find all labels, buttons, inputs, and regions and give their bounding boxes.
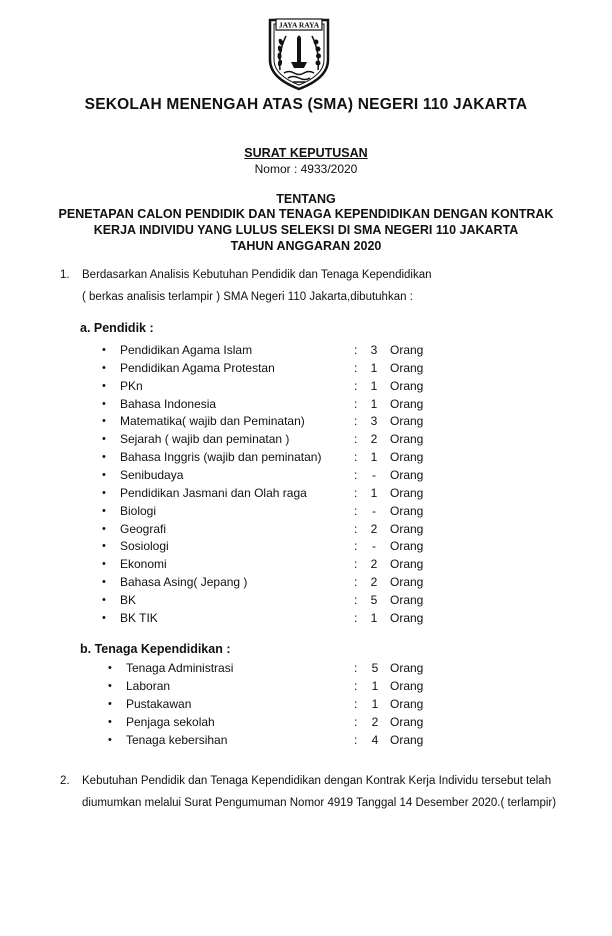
bullet-icon: •	[102, 451, 106, 464]
staff-count: 4	[371, 733, 379, 747]
staff-row	[102, 502, 562, 520]
staff-unit: Orang	[390, 557, 424, 572]
staff-unit: Orang	[390, 414, 424, 429]
point-number: 2.	[60, 775, 70, 787]
bullet-icon: •	[108, 680, 112, 692]
kependidikan-heading: b. Tenaga Kependidikan :	[80, 642, 231, 656]
point-1	[60, 264, 600, 310]
bullet-icon: •	[108, 698, 112, 710]
staff-count: 1	[370, 485, 378, 500]
staff-row	[102, 377, 562, 395]
bullet-icon: •	[108, 734, 112, 746]
separator-colon: :	[354, 503, 358, 518]
staff-count: 3	[370, 343, 378, 357]
bullet-icon: •	[102, 540, 106, 553]
bullet-icon: •	[102, 486, 106, 499]
point-number: 1.	[60, 269, 70, 281]
point-text-line: ( berkas analisis terlampir ) SMA Negeri 110 Jakarta,dibutuhkan :	[82, 291, 413, 303]
bullet-icon: •	[102, 361, 106, 374]
decree-number: Nomor : 4933/2020	[254, 162, 358, 176]
staff-count: 1	[371, 697, 379, 711]
staff-unit: Orang	[390, 503, 424, 518]
staff-row	[102, 359, 562, 377]
staff-role: Tenaga kebersihan	[126, 733, 228, 747]
staff-unit: Orang	[390, 485, 424, 500]
staff-count: 2	[370, 557, 378, 572]
bullet-icon: •	[102, 344, 106, 356]
staff-role: Tenaga Administrasi	[126, 661, 234, 675]
staff-role: Penjaga sekolah	[126, 715, 215, 729]
separator-colon: :	[354, 450, 358, 465]
separator-colon: :	[354, 661, 358, 675]
separator-colon: :	[354, 575, 358, 590]
separator-colon: :	[354, 521, 358, 536]
staff-unit: Orang	[390, 715, 424, 729]
staff-role: BK TIK	[120, 610, 158, 625]
decree-subject-line: TAHUN ANGGARAN 2020	[230, 239, 382, 253]
staff-unit: Orang	[390, 679, 424, 693]
decree-about-heading: TENTANG	[276, 192, 336, 206]
staff-role: PKn	[120, 378, 143, 393]
emblem-banner-text: JAYA RAYA	[278, 20, 320, 30]
point-2	[60, 770, 600, 816]
staff-role: Bahasa Indonesia	[120, 396, 217, 411]
staff-count: 2	[370, 521, 378, 536]
staff-role: Pendidikan Agama Protestan	[120, 360, 275, 375]
bullet-icon: •	[102, 576, 106, 589]
staff-count: 1	[370, 450, 378, 465]
staff-row	[102, 484, 562, 502]
staff-row	[102, 555, 562, 573]
staff-role: BK	[120, 592, 137, 607]
staff-unit: Orang	[390, 539, 424, 554]
staff-count: 1	[370, 378, 378, 393]
staff-count: 2	[370, 432, 378, 447]
separator-colon: :	[354, 592, 358, 607]
separator-colon: :	[354, 432, 358, 447]
staff-role: Sejarah ( wajib dan peminatan )	[120, 432, 290, 447]
staff-count: -	[372, 467, 376, 482]
staff-role: Bahasa Inggris (wajib dan peminatan)	[120, 450, 322, 465]
jaya-raya-emblem-icon	[266, 16, 332, 92]
staff-count: 3	[370, 414, 378, 429]
separator-colon: :	[354, 343, 358, 357]
separator-colon: :	[354, 715, 358, 729]
bullet-icon: •	[108, 662, 112, 674]
staff-count: 1	[371, 679, 379, 693]
decree-subject-line: PENETAPAN CALON PENDIDIK DAN TENAGA KEPENDIDIKAN DENGAN KONTRAK	[58, 207, 554, 221]
staff-role: Ekonomi	[120, 557, 167, 572]
point-text-line: diumumkan melalui Surat Pengumuman Nomor 4919 Tanggal 14 Desember 2020.( terlampir)	[82, 797, 557, 809]
separator-colon: :	[354, 733, 358, 747]
staff-row	[102, 573, 562, 591]
staff-role: Sosiologi	[120, 539, 169, 554]
staff-unit: Orang	[390, 396, 424, 411]
point-text-line: Kebutuhan Pendidik dan Tenaga Kependidikan dengan Kontrak Kerja Individu tersebut telah	[82, 775, 552, 787]
decree-subject-line: KERJA INDIVIDU YANG LULUS SELEKSI DI SMA NEGERI 110 JAKARTA	[93, 223, 519, 237]
staff-unit: Orang	[390, 360, 424, 375]
staff-role: Bahasa Asing( Jepang )	[120, 575, 248, 590]
decree-subject	[30, 206, 582, 254]
staff-row	[102, 341, 562, 359]
bullet-icon: •	[102, 415, 106, 428]
bullet-icon: •	[108, 716, 112, 728]
staff-count: 5	[370, 592, 378, 607]
bullet-icon: •	[102, 468, 106, 481]
staff-role: Laboran	[126, 679, 171, 693]
staff-row	[102, 591, 562, 609]
staff-row	[102, 520, 562, 538]
staff-unit: Orang	[390, 733, 424, 747]
separator-colon: :	[354, 396, 358, 411]
separator-colon: :	[354, 679, 358, 693]
separator-colon: :	[354, 485, 358, 500]
staff-row	[108, 695, 568, 713]
staff-row	[102, 412, 562, 430]
separator-colon: :	[354, 697, 358, 711]
staff-row	[102, 609, 562, 627]
staff-role: Biologi	[120, 503, 157, 518]
staff-role: Pendidikan Jasmani dan Olah raga	[120, 485, 307, 500]
staff-role: Geografi	[120, 521, 167, 536]
staff-row	[108, 659, 568, 677]
separator-colon: :	[354, 378, 358, 393]
staff-row	[102, 395, 562, 413]
staff-role: Senibudaya	[120, 467, 184, 482]
staff-count: 2	[370, 575, 378, 590]
pendidik-heading: a. Pendidik :	[80, 321, 154, 335]
separator-colon: :	[354, 539, 358, 554]
bullet-icon: •	[102, 379, 106, 392]
bullet-icon: •	[102, 558, 106, 571]
staff-count: -	[372, 503, 376, 518]
staff-unit: Orang	[390, 378, 424, 393]
staff-count: 1	[370, 396, 378, 411]
staff-unit: Orang	[390, 575, 424, 590]
staff-row	[108, 677, 568, 695]
staff-row	[102, 430, 562, 448]
staff-unit: Orang	[390, 610, 424, 625]
staff-role: Pendidikan Agama Islam	[120, 343, 253, 357]
staff-role: Pustakawan	[126, 697, 192, 711]
staff-unit: Orang	[390, 661, 424, 675]
staff-row	[102, 537, 562, 555]
staff-unit: Orang	[390, 521, 424, 536]
bullet-icon: •	[102, 522, 106, 535]
staff-count: -	[372, 539, 376, 554]
point-text-line: Berdasarkan Analisis Kebutuhan Pendidik dan Tenaga Kependidikan	[82, 269, 432, 281]
bullet-icon: •	[102, 593, 106, 606]
decree-title: SURAT KEPUTUSAN	[244, 146, 368, 160]
school-name: SEKOLAH MENENGAH ATAS (SMA) NEGERI 110 JAKARTA	[84, 96, 528, 113]
staff-unit: Orang	[390, 697, 424, 711]
staff-unit: Orang	[390, 432, 424, 447]
staff-row	[108, 713, 568, 731]
staff-role: Matematika( wajib dan Peminatan)	[120, 414, 305, 429]
staff-count: 1	[370, 360, 378, 375]
bullet-icon: •	[102, 504, 106, 517]
staff-unit: Orang	[390, 592, 424, 607]
staff-count: 1	[370, 610, 378, 625]
staff-row	[102, 466, 562, 484]
bullet-icon: •	[102, 397, 106, 410]
staff-unit: Orang	[390, 343, 424, 357]
staff-row	[108, 731, 568, 749]
staff-count: 2	[371, 715, 379, 729]
separator-colon: :	[354, 360, 358, 375]
separator-colon: :	[354, 414, 358, 429]
staff-unit: Orang	[390, 467, 424, 482]
bullet-icon: •	[102, 433, 106, 446]
separator-colon: :	[354, 467, 358, 482]
separator-colon: :	[354, 557, 358, 572]
staff-unit: Orang	[390, 450, 424, 465]
separator-colon: :	[354, 610, 358, 625]
staff-row	[102, 448, 562, 466]
bullet-icon: •	[102, 611, 106, 624]
staff-count: 5	[371, 661, 379, 675]
